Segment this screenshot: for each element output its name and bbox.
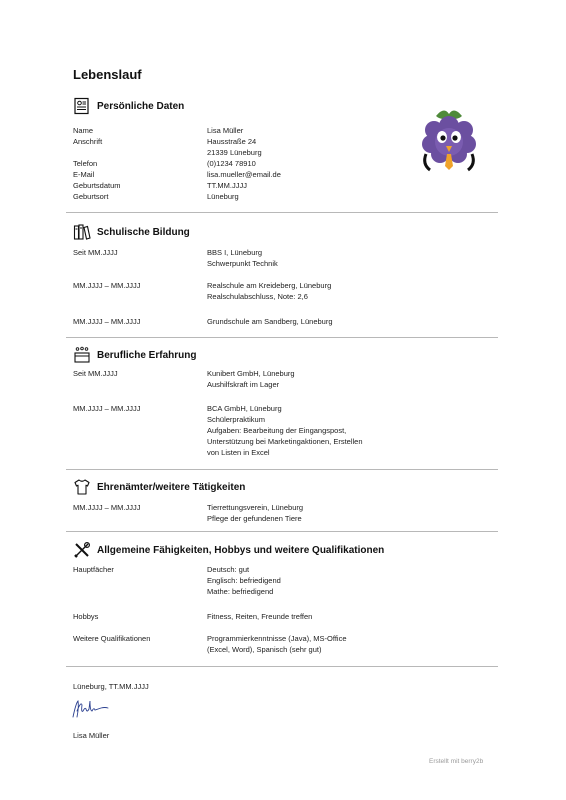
section-title: Persönliche Daten bbox=[97, 100, 185, 112]
section-skills: Allgemeine Fähigkeiten, Hobbys und weitere Qualifikationen Hauptfächer Deutsch: gut Englisch: befriedigend Mathe: befriedigend Hobbys Fitness, Reiten, Freunde treffen Weitere Qualifikationen Programmierkenntnisse (Java), MS-Office (Excel, Word), Spanisch (sehr gut) bbox=[73, 541, 498, 559]
signature-name: Lisa Müller bbox=[73, 731, 110, 740]
section-title: Allgemeine Fähigkeiten, Hobbys und weitere Qualifikationen bbox=[97, 544, 385, 556]
credit-text: Erstellt mit berry2b bbox=[429, 758, 484, 765]
books-icon bbox=[73, 223, 91, 241]
berry-mascot-icon bbox=[418, 104, 480, 184]
section-divider bbox=[66, 666, 498, 667]
tools-icon bbox=[73, 541, 91, 559]
section-header bbox=[73, 97, 498, 115]
place-date: Lüneburg, TT.MM.JJJJ bbox=[73, 682, 149, 691]
section-title: Ehrenämter/weitere Tätigkeiten bbox=[97, 481, 246, 493]
section-divider bbox=[66, 469, 498, 470]
section-header bbox=[73, 346, 498, 364]
section-title: Berufliche Erfahrung bbox=[97, 349, 197, 361]
section-personal: Persönliche Daten Name Lisa Müller Anschrift Hausstraße 24 21339 Lüneburg Telefon (0)1234 78910 E-Mail lisa.mueller@email.de Geburtsdatum TT.MM.JJJJ Geburtsort Lüneburg bbox=[73, 97, 498, 115]
section-header bbox=[73, 541, 498, 559]
section-header bbox=[73, 223, 498, 241]
tshirt-icon bbox=[73, 478, 91, 496]
section-divider bbox=[66, 337, 498, 338]
section-divider bbox=[66, 531, 498, 532]
section-school: Schulische Bildung Seit MM.JJJJ BBS I, Lüneburg Schwerpunkt Technik MM.JJJJ – MM.JJJJ Realschule am Kreideberg, Lüneburg Realschulabschluss, Note: 2,6 MM.JJJJ – MM.JJJJ Grundschule am Sandberg, Lüneburg bbox=[73, 223, 498, 241]
section-volunteer: Ehrenämter/weitere Tätigkeiten MM.JJJJ – MM.JJJJ Tierrettungsverein, Lüneburg Pflege der gefundenen Tiere bbox=[73, 478, 498, 496]
signature bbox=[71, 697, 111, 721]
section-work: Berufliche Erfahrung Seit MM.JJJJ Kunibert GmbH, Lüneburg Aushilfskraft im Lager MM.JJJJ – MM.JJJJ BCA GmbH, Lüneburg Schülerpraktikum Aufgaben: Bearbeitung der Eingangspost, Unterstützung bei Marketingaktionen, Erstellen von Listen in Excel bbox=[73, 346, 498, 364]
section-title: Schulische Bildung bbox=[97, 226, 190, 238]
section-header bbox=[73, 478, 498, 496]
section-divider bbox=[66, 212, 498, 213]
briefcase-icon bbox=[73, 346, 91, 364]
document-title: Lebenslauf bbox=[73, 67, 142, 82]
id-card-icon bbox=[73, 97, 91, 115]
